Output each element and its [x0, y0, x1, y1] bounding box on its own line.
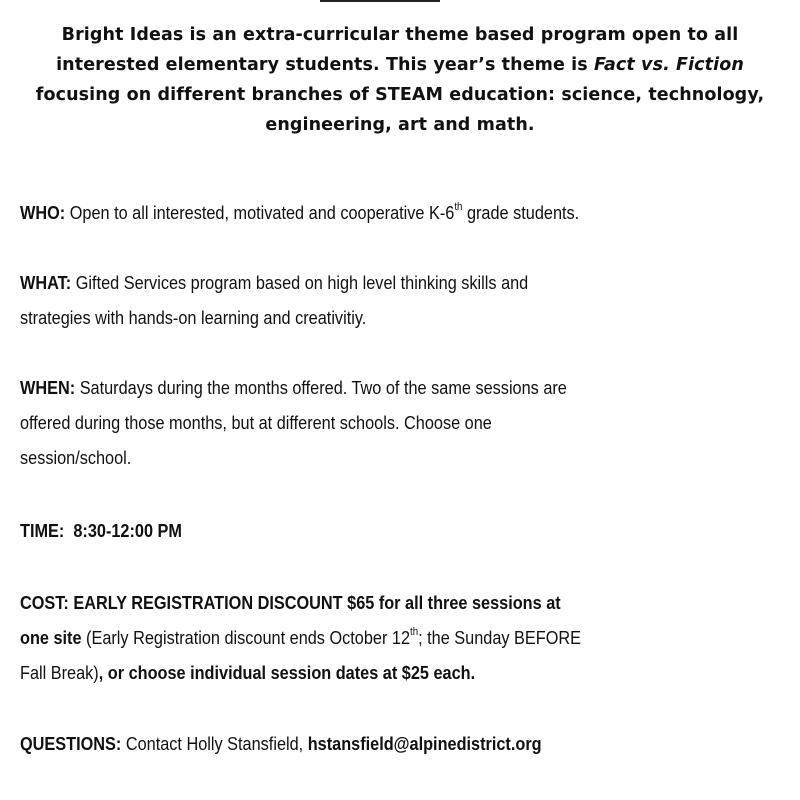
when-label: WHEN:	[20, 377, 76, 398]
intro-line-2-text: interested elementary students. This year’s theme is	[56, 55, 594, 75]
questions-label: QUESTIONS:	[20, 733, 122, 754]
top-rule	[320, 0, 440, 2]
cost-line-3	[20, 655, 742, 690]
intro-line-1: Bright Ideas is an extra-curricular theme based program open to all	[61, 25, 739, 45]
who-section	[20, 195, 671, 230]
time-section	[20, 513, 671, 548]
who-superscript: th	[454, 200, 463, 213]
intro-line-3: focusing on different branches of STEAM education: science, technology,	[35, 85, 765, 105]
who-text-end: grade students.	[462, 202, 580, 223]
what-line-1	[20, 265, 671, 300]
cost-label: COST:	[20, 592, 69, 613]
what-label: WHAT:	[20, 272, 72, 293]
questions-section	[20, 726, 742, 761]
theme-title: Fact vs. Fiction	[593, 55, 744, 75]
what-text-1: Gifted Services program based on high level thinking skills and	[71, 272, 529, 293]
when-section	[20, 370, 671, 475]
when-text-1: Saturdays during the months offered. Two of the same sessions are	[75, 377, 567, 398]
cost-section	[20, 585, 742, 690]
who-label: WHO:	[20, 202, 66, 223]
cost-line-1	[20, 585, 742, 620]
who-text: Open to all interested, motivated and cooperative K-6	[65, 202, 455, 223]
what-section	[20, 265, 671, 335]
intro-line-2	[20, 50, 780, 80]
cost-note: (Early Registration discount ends October 12	[81, 627, 411, 648]
cost-note-line-2: Fall Break)	[20, 662, 99, 683]
cost-superscript: th	[410, 625, 419, 638]
when-line-2: offered during those months, but at different schools. Choose one	[20, 412, 492, 433]
cost-discount: EARLY REGISTRATION DISCOUNT $65 for all three sessions at	[68, 592, 561, 613]
when-line-1	[20, 370, 671, 405]
time-value: 8:30-12:00 PM	[64, 520, 182, 541]
when-line-3: session/school.	[20, 447, 132, 468]
what-line-2: strategies with hands-on learning and creativitiy.	[20, 307, 367, 328]
contact-email[interactable]: hstansfield@alpinedistrict.org	[307, 733, 542, 754]
cost-individual: , or choose individual session dates at $25 each.	[98, 662, 476, 683]
intro-line-4: engineering, art and math.	[265, 115, 535, 135]
time-label: TIME:	[20, 520, 65, 541]
intro-paragraph	[20, 20, 780, 140]
cost-site: one site	[20, 627, 82, 648]
cost-line-2	[20, 620, 742, 655]
questions-text: Contact Holly Stansfield,	[121, 733, 308, 754]
cost-note-end: ; the Sunday BEFORE	[418, 627, 581, 648]
